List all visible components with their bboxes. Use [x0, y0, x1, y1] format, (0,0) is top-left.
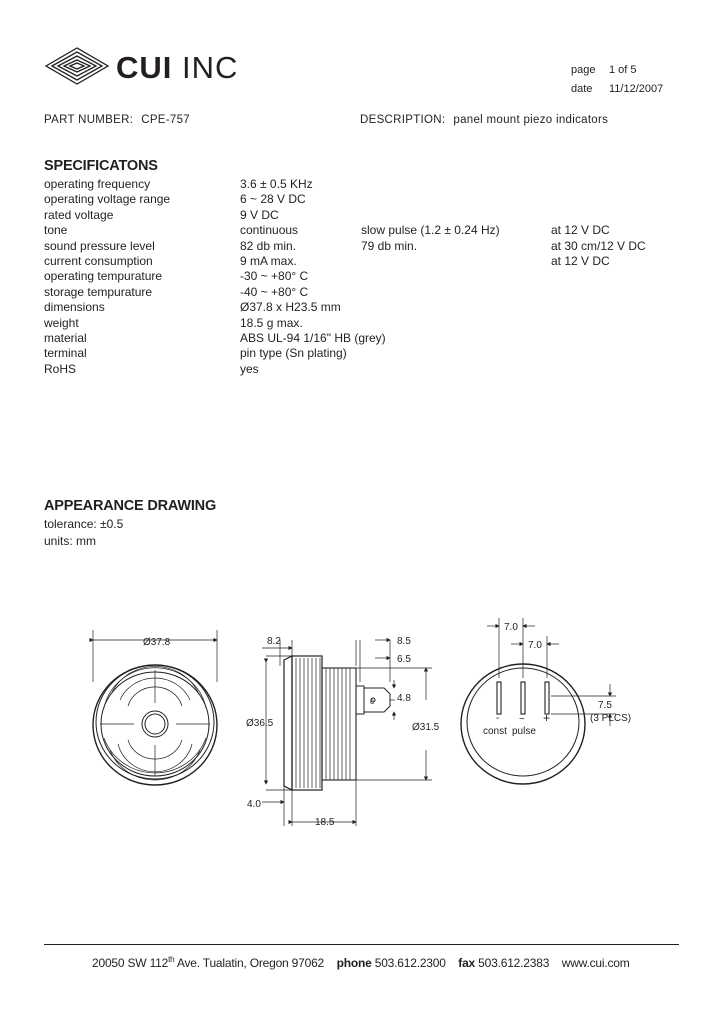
- side-bottom-width-label: 18.5: [315, 817, 335, 828]
- pin-diameter-label: Ø31.5: [412, 722, 440, 733]
- spec-row: [44, 192, 684, 207]
- spec-value: continuous: [240, 223, 299, 238]
- pulse-label: pulse: [512, 726, 536, 737]
- spec-row: [44, 208, 684, 223]
- spec-name: weight: [44, 315, 79, 330]
- spec-value: 9 mA max.: [240, 253, 297, 268]
- brand-thin: INC: [182, 50, 239, 85]
- description: [360, 115, 608, 127]
- spec-value: 9 V DC: [240, 207, 279, 222]
- spec-value: yes: [240, 361, 259, 376]
- spec-row: [44, 177, 684, 192]
- spec-value: 82 db min.: [240, 238, 297, 253]
- brand-name: [116, 52, 238, 83]
- part-number-label: PART NUMBER:: [44, 114, 134, 126]
- spec-row: [44, 331, 684, 346]
- specifications-title: SPECIFICATONS: [44, 158, 158, 174]
- spec-name: terminal: [44, 346, 87, 361]
- date-value: 11/12/2007: [609, 83, 664, 95]
- date-label: date: [571, 83, 593, 95]
- page-value: 1 of 5: [609, 64, 637, 76]
- appearance-drawing: [0, 600, 720, 845]
- spec-row: [44, 223, 684, 238]
- page-label: page: [571, 64, 596, 76]
- phone-label: phone: [336, 956, 372, 970]
- pin-plus-label: +: [543, 711, 551, 725]
- back-70-mid-label: 7.0: [528, 640, 542, 651]
- spec-name: tone: [44, 223, 68, 238]
- spec-value-alt: slow pulse (1.2 ± 0.24 Hz): [361, 223, 500, 238]
- side-view: [262, 640, 432, 826]
- spec-row: [44, 300, 684, 315]
- spec-condition: at 12 V DC: [551, 253, 610, 268]
- description-value: panel mount piezo indicators: [453, 114, 609, 126]
- pin-tilde-label: ~: [519, 714, 525, 725]
- spec-row: [44, 285, 684, 300]
- description-label: DESCRIPTION:: [360, 114, 446, 126]
- specifications-table: [44, 177, 684, 377]
- spec-row: [44, 239, 684, 254]
- spec-value: ABS UL-94 1/16" HB (grey): [240, 330, 386, 345]
- cui-logo-icon: [44, 46, 110, 91]
- spec-value-alt: 79 db min.: [361, 238, 418, 253]
- pin-48-label: 4.8: [397, 693, 411, 704]
- thread-65-label: 6.5: [397, 654, 411, 665]
- address: 20050 SW 112th Ave. Tualatin, Oregon 97062: [92, 955, 325, 970]
- footer-contact: [92, 956, 630, 969]
- fax-value: 503.612.2383: [478, 956, 550, 970]
- part-number: [44, 115, 190, 127]
- spec-row: [44, 362, 684, 377]
- back-75-label: 7.5: [598, 700, 612, 711]
- spec-value: pin type (Sn plating): [240, 346, 347, 361]
- spec-name: RoHS: [44, 361, 77, 376]
- document-date: [571, 84, 691, 98]
- part-number-value: CPE-757: [141, 114, 190, 126]
- units-note: units: mm: [44, 534, 97, 548]
- spec-name: storage tempurature: [44, 284, 153, 299]
- tolerance-note: tolerance: ±0.5: [44, 517, 124, 531]
- spec-name: rated voltage: [44, 207, 114, 222]
- brand-bold: CUI: [116, 50, 173, 85]
- side-width-top-label: 8.2: [267, 636, 281, 647]
- fax-label: fax: [458, 956, 476, 970]
- website-link[interactable]: www.cui.com: [561, 956, 630, 970]
- page-number: [571, 65, 691, 79]
- spec-value: Ø37.8 x H23.5 mm: [240, 300, 341, 315]
- back-70-top-label: 7.0: [504, 622, 518, 633]
- spec-value: 3.6 ± 0.5 KHz: [240, 177, 313, 191]
- spec-value: -40 ~ +80° C: [240, 284, 309, 299]
- pin-minus-label: -: [496, 713, 500, 724]
- spec-name: operating tempurature: [44, 269, 163, 284]
- spec-name: operating frequency: [44, 177, 151, 191]
- front-view: [93, 630, 217, 785]
- spec-name: current consumption: [44, 253, 153, 268]
- footer-divider: [44, 944, 679, 945]
- spec-row: [44, 269, 684, 284]
- spec-row: [44, 346, 684, 361]
- pin-letter-label: c: [370, 697, 374, 706]
- spec-name: dimensions: [44, 300, 105, 315]
- spec-row: [44, 254, 684, 269]
- side-diameter-label: Ø36.5: [246, 718, 274, 729]
- appearance-drawing-title: APPEARANCE DRAWING: [44, 498, 217, 514]
- spec-name: sound pressure level: [44, 238, 155, 253]
- back-3plcs-label: (3 PLCS): [590, 713, 632, 724]
- spec-value: 6 ~ 28 V DC: [240, 192, 306, 207]
- phone-value: 503.612.2300: [374, 956, 446, 970]
- spec-condition: at 30 cm/12 V DC: [551, 238, 646, 253]
- spec-name: operating voltage range: [44, 192, 171, 207]
- spec-name: material: [44, 330, 87, 345]
- thread-85-label: 8.5: [397, 636, 411, 647]
- spec-condition: at 12 V DC: [551, 223, 610, 238]
- spec-row: [44, 316, 684, 331]
- spec-value: 18.5 g max.: [240, 315, 303, 330]
- spec-value: -30 ~ +80° C: [240, 269, 309, 284]
- side-bottom-left-label: 4.0: [247, 799, 261, 810]
- const-label: const: [483, 726, 507, 737]
- front-diameter-label: Ø37.8: [143, 637, 171, 648]
